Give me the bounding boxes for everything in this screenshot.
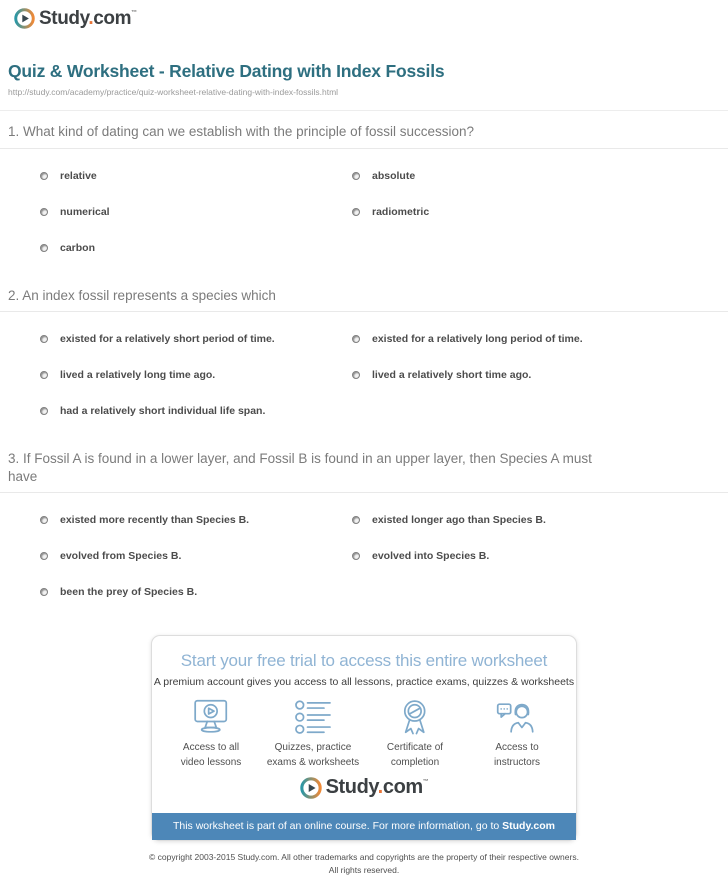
page-title: Quiz & Worksheet - Relative Dating with Index Fossils — [8, 61, 445, 81]
radio-button[interactable] — [40, 552, 48, 560]
radio-button[interactable] — [352, 172, 360, 180]
play-circle-icon — [14, 8, 35, 34]
option-long-period[interactable]: existed for a relatively long period of time. — [352, 332, 583, 346]
radio-button[interactable] — [352, 371, 360, 379]
radio-button[interactable] — [40, 371, 48, 379]
radio-button[interactable] — [40, 244, 48, 252]
feature-label: Certificate of completion — [386, 742, 444, 768]
option-evolved-into[interactable]: evolved into Species B. — [352, 549, 546, 563]
feature-label: Access to all video lessons — [180, 742, 242, 768]
page-url: http://study.com/academy/practice/quiz-worksheet-relative-dating-with-index-fossils.html — [8, 87, 339, 97]
radio-button[interactable] — [40, 588, 48, 596]
question-1-options — [40, 149, 728, 275]
trial-subheading: A premium account gives you access to all lessons, practice exams, quizzes & worksheets — [153, 676, 575, 689]
option-numerical[interactable]: numerical — [40, 205, 352, 219]
logo-wordmark: Study.com™ — [39, 8, 137, 29]
feature-label: Access to instructors — [493, 742, 541, 768]
option-short-period[interactable]: existed for a relatively short period of time. — [40, 332, 352, 346]
question-1-text: 1. What kind of dating can we establish with the principle of fossil succession? — [0, 111, 728, 149]
free-trial-card — [151, 635, 577, 841]
features-row — [152, 699, 576, 770]
question-3-text: 3. If Fossil A is found in a lower layer, and Fossil B is found in an upper layer, then Species A must have — [0, 438, 728, 493]
option-longer-ago[interactable]: existed longer ago than Species B. — [352, 513, 546, 527]
feature-label: Quizzes, practice exams & worksheets — [266, 742, 360, 768]
play-circle-icon — [300, 777, 322, 804]
option-lived-long-ago[interactable]: lived a relatively long time ago. — [40, 368, 352, 382]
option-evolved-from[interactable]: evolved from Species B. — [40, 549, 352, 563]
option-been-prey[interactable]: been the prey of Species B. — [40, 585, 352, 599]
option-short-life-span[interactable]: had a relatively short individual life span. — [40, 404, 352, 418]
option-radiometric[interactable]: radiometric — [352, 205, 429, 219]
question-3 — [0, 438, 728, 619]
feature-video-lessons — [160, 699, 262, 770]
page-header — [8, 61, 720, 97]
banner-studycom: Study.com — [502, 820, 556, 833]
radio-button[interactable] — [40, 208, 48, 216]
radio-button[interactable] — [352, 208, 360, 216]
feature-instructors — [466, 699, 568, 770]
option-lived-short-ago[interactable]: lived a relatively short time ago. — [352, 368, 583, 382]
option-carbon[interactable]: carbon — [40, 241, 352, 255]
question-2-text: 2. An index fossil represents a species which — [0, 275, 728, 313]
radio-button[interactable] — [40, 516, 48, 524]
option-absolute[interactable]: absolute — [352, 169, 429, 183]
copyright-line1: © copyright 2003-2015 Study.com. All other trademarks and copyrights are the property of their respective owners. — [149, 852, 579, 863]
certificate-icon — [364, 699, 466, 737]
copyright-line2: All rights reserved. — [328, 865, 400, 876]
option-more-recently[interactable]: existed more recently than Species B. — [40, 513, 352, 527]
copyright-footer — [0, 851, 728, 877]
studycom-logo-card — [152, 777, 576, 804]
logo-wordmark: Study.com™ — [325, 776, 429, 799]
question-2-options — [40, 312, 728, 438]
question-1 — [0, 111, 728, 275]
studycom-logo[interactable] — [14, 8, 137, 34]
trial-heading: Start your free trial to access this entire worksheet — [180, 651, 548, 671]
radio-button[interactable] — [40, 172, 48, 180]
option-relative[interactable]: relative — [40, 169, 352, 183]
radio-button[interactable] — [352, 335, 360, 343]
instructor-icon — [466, 699, 568, 737]
radio-button[interactable] — [40, 335, 48, 343]
course-info-banner: This worksheet is part of an online course. For more information, go to Study.com — [152, 813, 576, 840]
quiz-list-icon — [262, 699, 364, 737]
video-monitor-icon — [160, 699, 262, 737]
question-3-options — [40, 493, 728, 619]
radio-button[interactable] — [352, 552, 360, 560]
radio-button[interactable] — [352, 516, 360, 524]
question-2 — [0, 275, 728, 439]
feature-quizzes — [262, 699, 364, 770]
feature-certificate — [364, 699, 466, 770]
radio-button[interactable] — [40, 407, 48, 415]
